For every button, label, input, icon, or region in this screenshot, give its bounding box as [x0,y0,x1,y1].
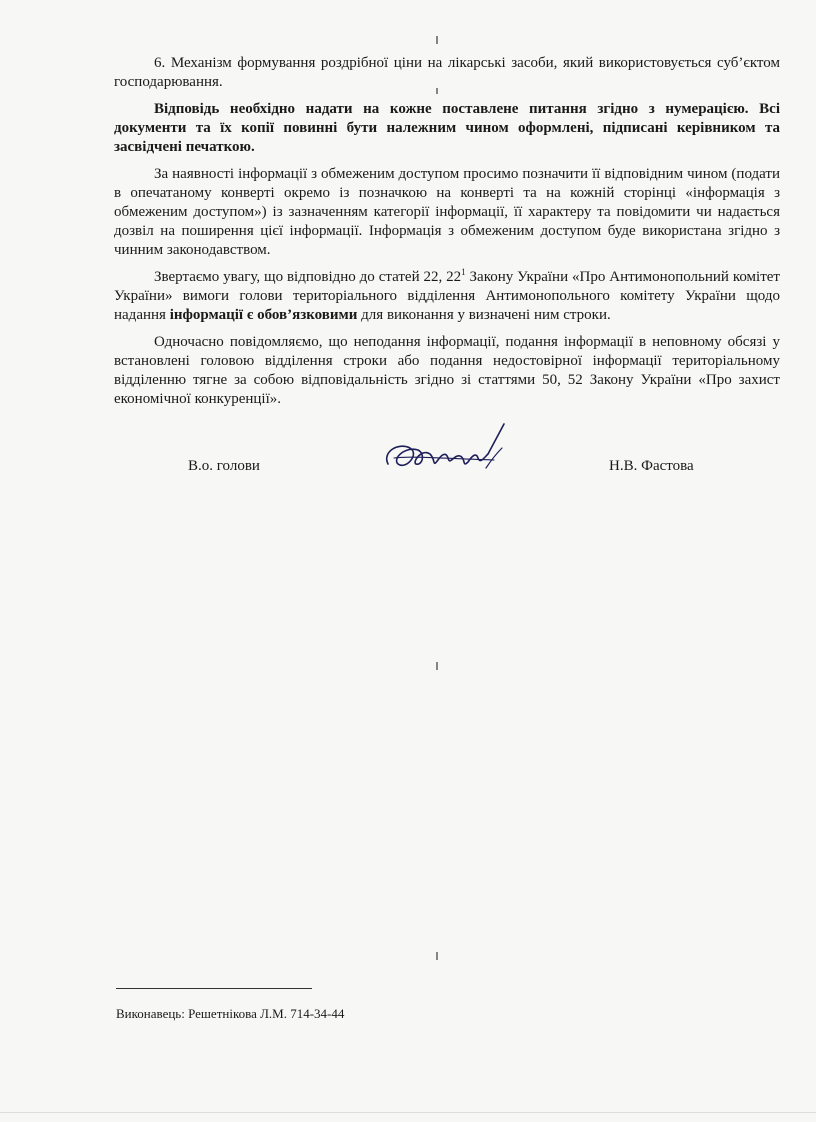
scan-speck [436,952,438,960]
body-text [114,54,780,409]
scan-edge-line [0,1112,816,1113]
signatory-position: В.о. голови [188,458,260,474]
restricted-info-paragraph: За наявності інформації з обмеженим доступом просимо позначити її відповідним чином (подати в опечатаному конверті окремо із позначкою на конверті та на кожній сторінці «інформація з обмеженим доступом») із зазначенням категорії інформації, її характеру та повідомити чи надається дозвіл на поширення цієї інформації. Інформація з обмеженим доступом буде використана згідно з чинним законодавством. [114,166,780,258]
warning-paragraph: Одночасно повідомляємо, що неподання інформації, подання інформації в неповному обсязі у встановлені головою відділення строки або подання недостовірної інформації територіальному відділенню тягне за собою відповідальність згідно зі статтями 50, 52 Закону України «Про захист економічної конкуренції». [114,334,780,407]
executor-line: Виконавець: Решетнікова Л.М. 714-34-44 [116,1006,345,1021]
attention-text-end: для виконання у визначені ним строки. [357,307,611,323]
attention-text-bold: інформації є обов’язковими [169,307,358,323]
article-superscript: 1 [461,267,466,277]
scan-speck [436,36,438,44]
item-6-paragraph: 6. Механізм формування роздрібної ціни на лікарські засоби, який використовується суб’єктом господарювання. [114,55,780,90]
scan-speck [436,662,438,670]
attention-text-middle: Закону України «Про Антимонопольний комітет України» вимоги голови територіального відділення Антимонопольного комітету України щодо надання [114,269,780,323]
notice-paragraph: Відповідь необхідно надати на кожне поставлене питання згідно з нумерацією. Всі документи та їх копії повинні бути належним чином оформлені, підписані керівником та засвідчені печаткою. [114,101,780,155]
footer-divider [116,988,312,989]
signatory-name: Н.В. Фастова [609,458,694,474]
attention-text-start: Звертаємо увагу, що відповідно до статей 22, 22 [154,269,462,285]
handwritten-signature [376,418,526,488]
attention-paragraph [114,268,780,325]
